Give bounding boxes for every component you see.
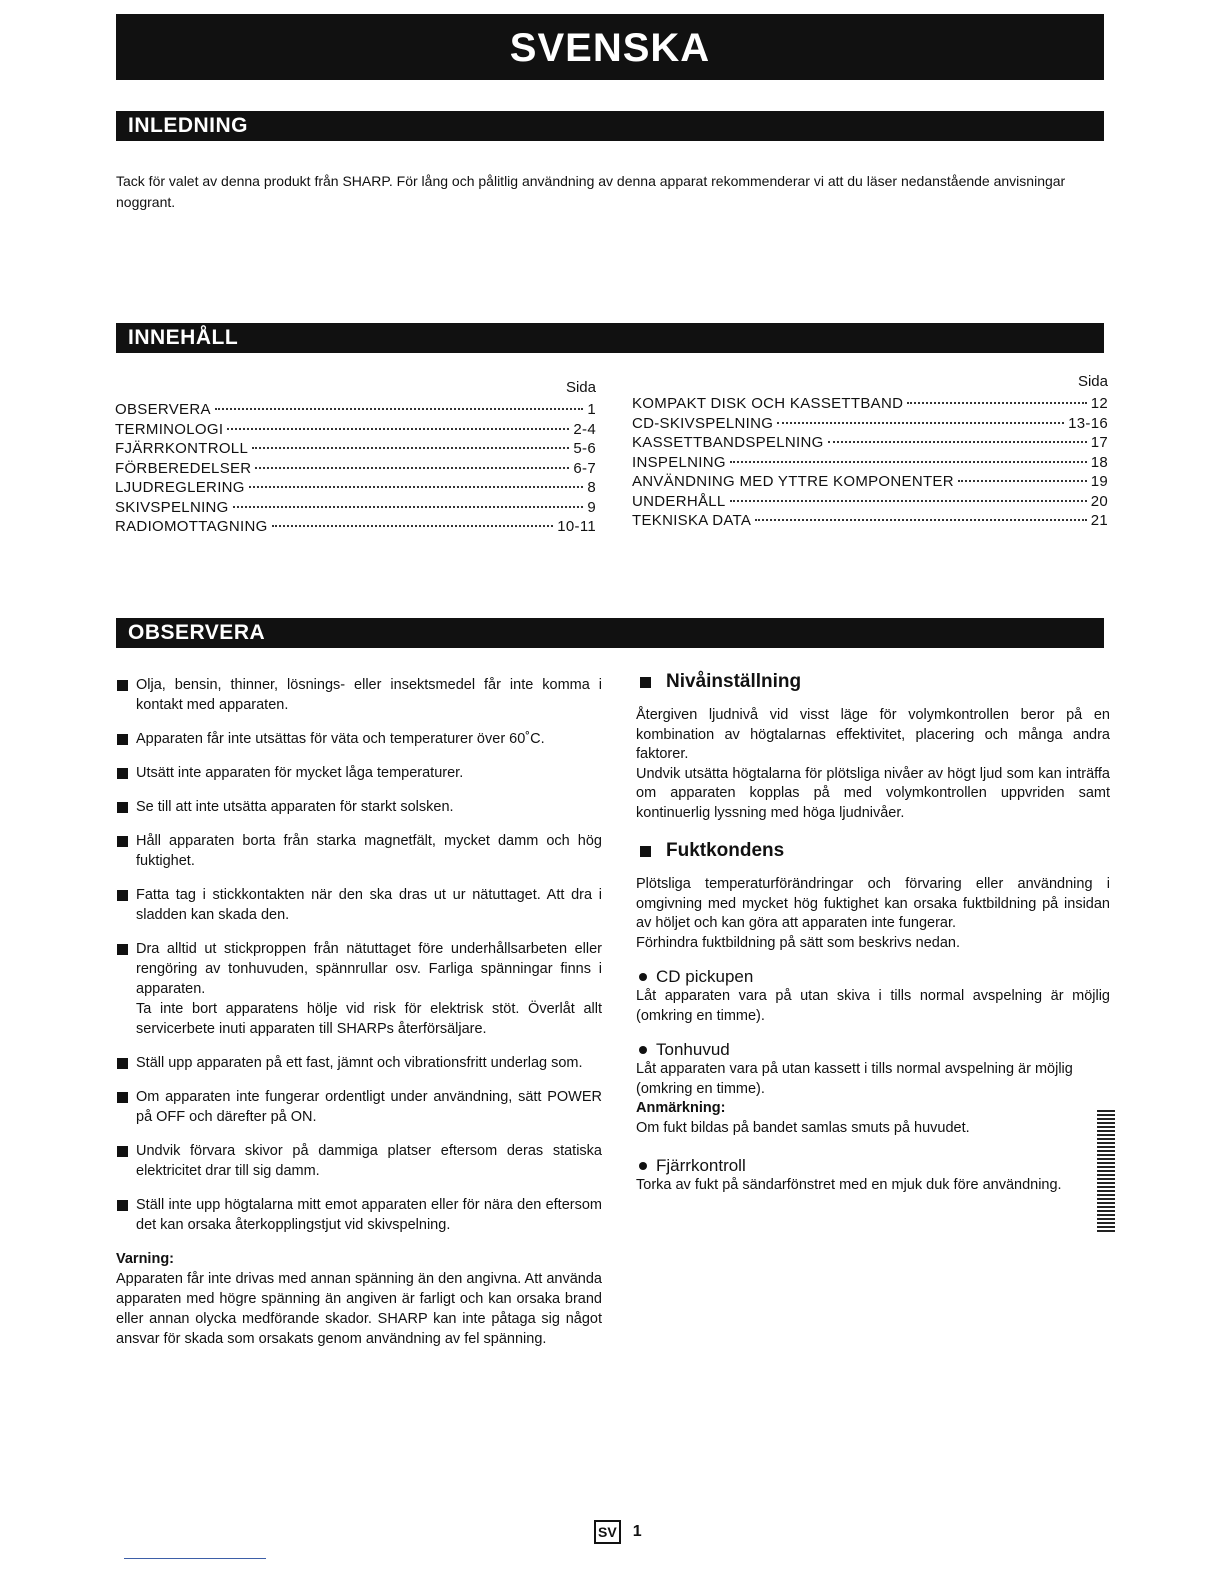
- niva-text-1: Återgiven ljudnivå vid visst läge för volymkontrollen beror på en kombination av högtalarnas effektivitet, placering och många andra faktorer.: [636, 707, 1110, 762]
- bullet-item: Se till att inte utsätta apparaten för starkt solsken.: [116, 797, 602, 817]
- fukt-text-2: Förhindra fuktbildning på sätt som beskrivs nedan.: [636, 934, 961, 951]
- subsection-heading-niva: Nivåinställning: [636, 668, 1110, 696]
- toc-left-column: [115, 372, 596, 537]
- bullet-item: Dra alltid ut stickproppen från nätuttaget före underhållsarbeten eller rengöring av tonhuvuden, spännrullar osv. Farliga spänningar finns i apparaten. Ta inte bort apparatens hölje vid risk för elektrisk stöt. Överlåt allt servicerbete inuti apparaten till SHARPs återförsäljare.: [116, 939, 602, 1039]
- toc-entry[interactable]: CD-SKIVSPELNING 13-16: [632, 414, 1108, 432]
- toc-entry[interactable]: LJUDREGLERING 8: [115, 479, 596, 496]
- toc-entry[interactable]: OBSERVERA 1: [115, 401, 596, 418]
- section-bar-innehall: [116, 323, 1104, 353]
- bullet-item: Ställ upp apparaten på ett fast, jämnt och vibrationsfritt underlag som.: [116, 1053, 602, 1073]
- observera-right-column: [636, 668, 1110, 1210]
- bullet-item: Ställ inte upp högtalarna mitt emot apparaten eller för nära den eftersom det kan orsaka återkopplingstjut vid skivspelning.: [116, 1195, 602, 1235]
- toc-entry[interactable]: ANVÄNDNING MED YTTRE KOMPONENTER 19: [632, 473, 1108, 490]
- fjarrkontroll-heading: Fjärrkontroll: [636, 1156, 1110, 1176]
- cd-pickup-heading: CD pickupen: [636, 967, 1110, 987]
- fjarrkontroll-text: Torka av fukt på sändarfönstret med en mjuk duk före användning.: [636, 1177, 1062, 1193]
- square-bullet-icon: [640, 846, 651, 857]
- toc-entry[interactable]: TERMINOLOGI 2-4: [115, 420, 596, 438]
- toc-entry[interactable]: SKIVSPELNING 9: [115, 498, 596, 516]
- observera-left-column: [116, 675, 602, 1349]
- square-bullet-icon: [117, 802, 128, 813]
- note-heading: Anmärkning:: [636, 1100, 726, 1116]
- footer-rule: [124, 1558, 266, 1559]
- square-bullet-icon: [117, 1200, 128, 1211]
- toc-sida-label: Sida: [565, 379, 596, 396]
- section-bar-observera: [116, 618, 1104, 648]
- toc-entry[interactable]: KASSETTBANDSPELNING 17: [632, 434, 1108, 451]
- section-heading-innehall: INNEHÅLL: [128, 326, 239, 349]
- round-bullet-icon: [639, 1046, 647, 1054]
- section-heading-inledning: INLEDNING: [128, 114, 248, 137]
- fukt-text-1: Plötsliga temperaturförändringar och förvaring eller användning i omgivning med mycket hög fuktighet kan orsaka fuktbildning på insidan av höljet och kan göra att apparaten inte fungerar.: [636, 876, 1110, 931]
- warning-text: Apparaten får inte drivas med annan spänning än den angivna. Att använda apparaten med högre spänning än angiven är farligt och kan orsaka brand eller annan olycka medförande skador. SHARP kan inte påtaga sig något ansvar för skada som orsakats genom användning av fel spänning.: [116, 1271, 602, 1347]
- section-heading-observera: OBSERVERA: [128, 621, 266, 644]
- section-bar-inledning: [116, 111, 1104, 141]
- bullet-item: Om apparaten inte fungerar ordentligt under användning, sätt POWER på OFF och därefter på ON.: [116, 1087, 602, 1127]
- toc-sida-label: Sida: [1077, 373, 1108, 390]
- toc-entry[interactable]: KOMPAKT DISK OCH KASSETTBAND 12: [632, 395, 1108, 412]
- bullet-item: Undvik förvara skivor på dammiga platser eftersom deras statiska elektricitet drar till sig damm.: [116, 1141, 602, 1181]
- toc-entry[interactable]: RADIOMOTTAGNING 10-11: [115, 518, 596, 535]
- bullet-item: Fatta tag i stickkontakten när den ska dras ut ur nätuttaget. Att dra i sladden kan skada den.: [116, 885, 602, 925]
- tonhuvud-heading: Tonhuvud: [636, 1040, 1110, 1060]
- square-bullet-icon: [117, 1146, 128, 1157]
- note-text: Om fukt bildas på bandet samlas smuts på huvudet.: [636, 1119, 970, 1136]
- toc-entry[interactable]: INSPELNING 18: [632, 453, 1108, 471]
- round-bullet-icon: [639, 1162, 647, 1170]
- toc-right-column: [632, 372, 1108, 531]
- page-number: 1: [632, 1523, 642, 1540]
- language-badge: SV: [594, 1520, 621, 1544]
- toc-entry[interactable]: FÖRBEREDELSER 6-7: [115, 459, 596, 477]
- bullet-item: Håll apparaten borta från starka magnetfält, mycket damm och hög fuktighet.: [116, 831, 602, 871]
- bullet-item: Olja, bensin, thinner, lösnings- eller insektsmedel får inte komma i kontakt med apparaten.: [116, 675, 602, 715]
- toc-entry[interactable]: TEKNISKA DATA 21: [632, 512, 1108, 529]
- niva-text-2: Undvik utsätta högtalarna för plötsliga nivåer av högt ljud som kan inträffa om apparaten kopplas på med volymkontrollen uppvriden samt kontinuerlig lyssning med höga ljudnivåer.: [636, 765, 1110, 821]
- bullet-item: Utsätt inte apparaten för mycket låga temperaturer.: [116, 763, 602, 783]
- warning-heading: Varning:: [116, 1251, 175, 1267]
- bullet-item: Apparaten får inte utsättas för väta och temperaturer över 60˚C.: [116, 729, 602, 749]
- square-bullet-icon: [117, 836, 128, 847]
- square-bullet-icon: [117, 680, 128, 691]
- square-bullet-icon: [117, 1058, 128, 1069]
- round-bullet-icon: [639, 973, 647, 981]
- title-bar: [116, 14, 1104, 80]
- toc-entry[interactable]: UNDERHÅLL 20: [632, 492, 1108, 510]
- square-bullet-icon: [117, 944, 128, 955]
- barcode-mark: [1097, 1110, 1115, 1232]
- square-bullet-icon: [117, 734, 128, 745]
- square-bullet-icon: [117, 768, 128, 779]
- square-bullet-icon: [117, 1092, 128, 1103]
- page-footer: [594, 1520, 642, 1544]
- square-bullet-icon: [117, 890, 128, 901]
- intro-text: Tack för valet av denna produkt från SHARP. För lång och pålitlig användning av denna apparat rekommenderar vi att du läser nedanstående anvisningar noggrant.: [116, 173, 1066, 210]
- toc-entry[interactable]: FJÄRRKONTROLL 5-6: [115, 440, 596, 457]
- subsection-heading-fukt: Fuktkondens: [636, 837, 1110, 865]
- cd-pickup-text: Låt apparaten vara på utan skiva i tills normal avspelning är möjlig (omkring en timme).: [636, 988, 1110, 1024]
- page-title: SVENSKA: [509, 26, 711, 70]
- tonhuvud-text: Låt apparaten vara på utan kassett i tills normal avspelning är möjlig (omkring en timme).: [636, 1061, 1073, 1097]
- square-bullet-icon: [640, 677, 651, 688]
